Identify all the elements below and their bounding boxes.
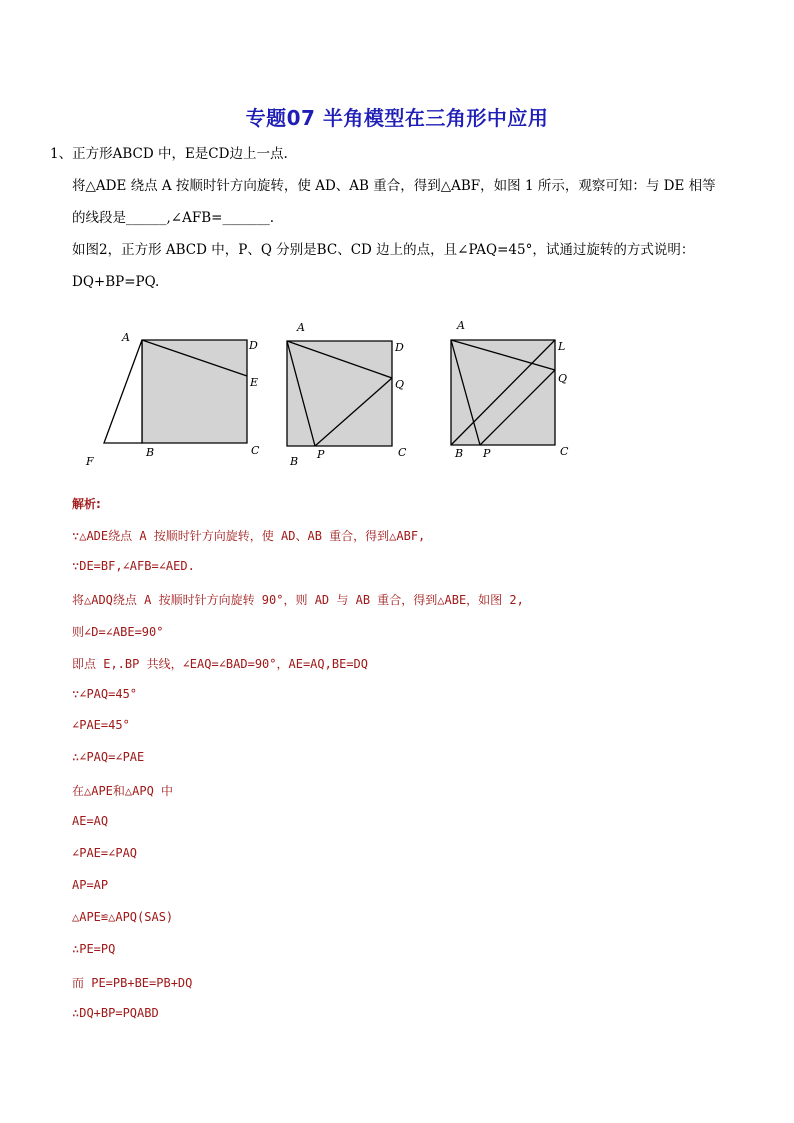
figure-2 [287,321,407,468]
question-line-5: DQ+BP=PQ. [72,274,160,290]
solution-line: ∠PAE=45° [72,718,130,732]
solution-line: ∴PE=PQ [72,942,116,956]
fig3-label-q: Q [558,372,568,385]
fig2-label-d: D [395,341,404,354]
fig1-label-c: C [251,444,260,457]
solution-line: ∠PAE=∠PAQ [72,846,138,860]
question-line-4: 如图2，正方形 ABCD 中，P、Q 分别是BC、CD 边上的点，且∠PAQ=45°，试通过旋转的方式说明： [72,242,695,258]
solution-heading: 解析: [72,497,101,511]
fig2-square [287,341,392,446]
fig3-label-b: B [455,447,464,460]
solution-line: △APE≌△APQ(SAS) [72,910,174,924]
question-line-3: 的线段是______,∠AFB=_______. [72,210,274,226]
fig3-label-p: P [483,447,491,460]
fig1-label-e: E [250,376,259,389]
fig2-label-b: B [290,455,299,468]
question-line-1: 1、正方形ABCD 中，E是CD边上一点. [50,146,288,162]
solution-line: 而 PE=PB+BE=PB+DQ [72,976,193,990]
solution-line: ∴∠PAQ=∠PAE [72,750,145,764]
page-title: 专题07 半角模型在三角形中应用 [245,106,549,130]
solution-line: 在△APE和△APQ 中 [72,784,174,798]
fig1-label-b: B [146,446,155,459]
geometry-figures [80,312,580,472]
question-line-2: 将△ADE 绕点 A 按顺时针方向旋转，使 AD、AB 重合，得到△ABF，如图 1 所示，观察可知：与 DE 相等 [72,178,716,194]
fig1-triangle-abf [104,340,142,443]
solution-line: ∵△ADE绕点 A 按顺时针方向旋转，使 AD、AB 重合，得到△ABF, [72,529,426,543]
solution-line: AP=AP [72,878,109,892]
fig1-label-d: D [249,339,258,352]
figure-1 [85,331,260,468]
fig2-label-q: Q [395,378,405,391]
solution-line: ∴DQ+BP=PQABD [72,1006,159,1020]
solution-line: 则∠D=∠ABE=90° [72,625,164,639]
solution-line: 即点 E,.BP 共线，∠EAQ=∠BAD=90°，AE=AQ,BE=DQ [72,657,368,671]
fig3-label-a: A [457,319,465,332]
fig2-label-c: C [398,446,407,459]
solution-line: ∵∠PAQ=45° [72,687,138,701]
fig2-label-p: P [317,448,325,461]
fig3-label-l: L [558,340,566,353]
solution-line: 将△ADQ绕点 A 按顺时针方向旋转 90°，则 AD 与 AB 重合，得到△ABE，如图 2, [72,593,524,607]
fig1-label-a: A [122,331,130,344]
figure-3 [451,319,569,460]
fig2-label-a: A [297,321,305,334]
fig1-label-f: F [86,455,94,468]
solution-line: AE=AQ [72,814,109,828]
solution-line: ∵DE=BF,∠AFB=∠AED. [72,559,195,573]
fig1-square [142,340,247,443]
fig3-label-c: C [560,445,569,458]
